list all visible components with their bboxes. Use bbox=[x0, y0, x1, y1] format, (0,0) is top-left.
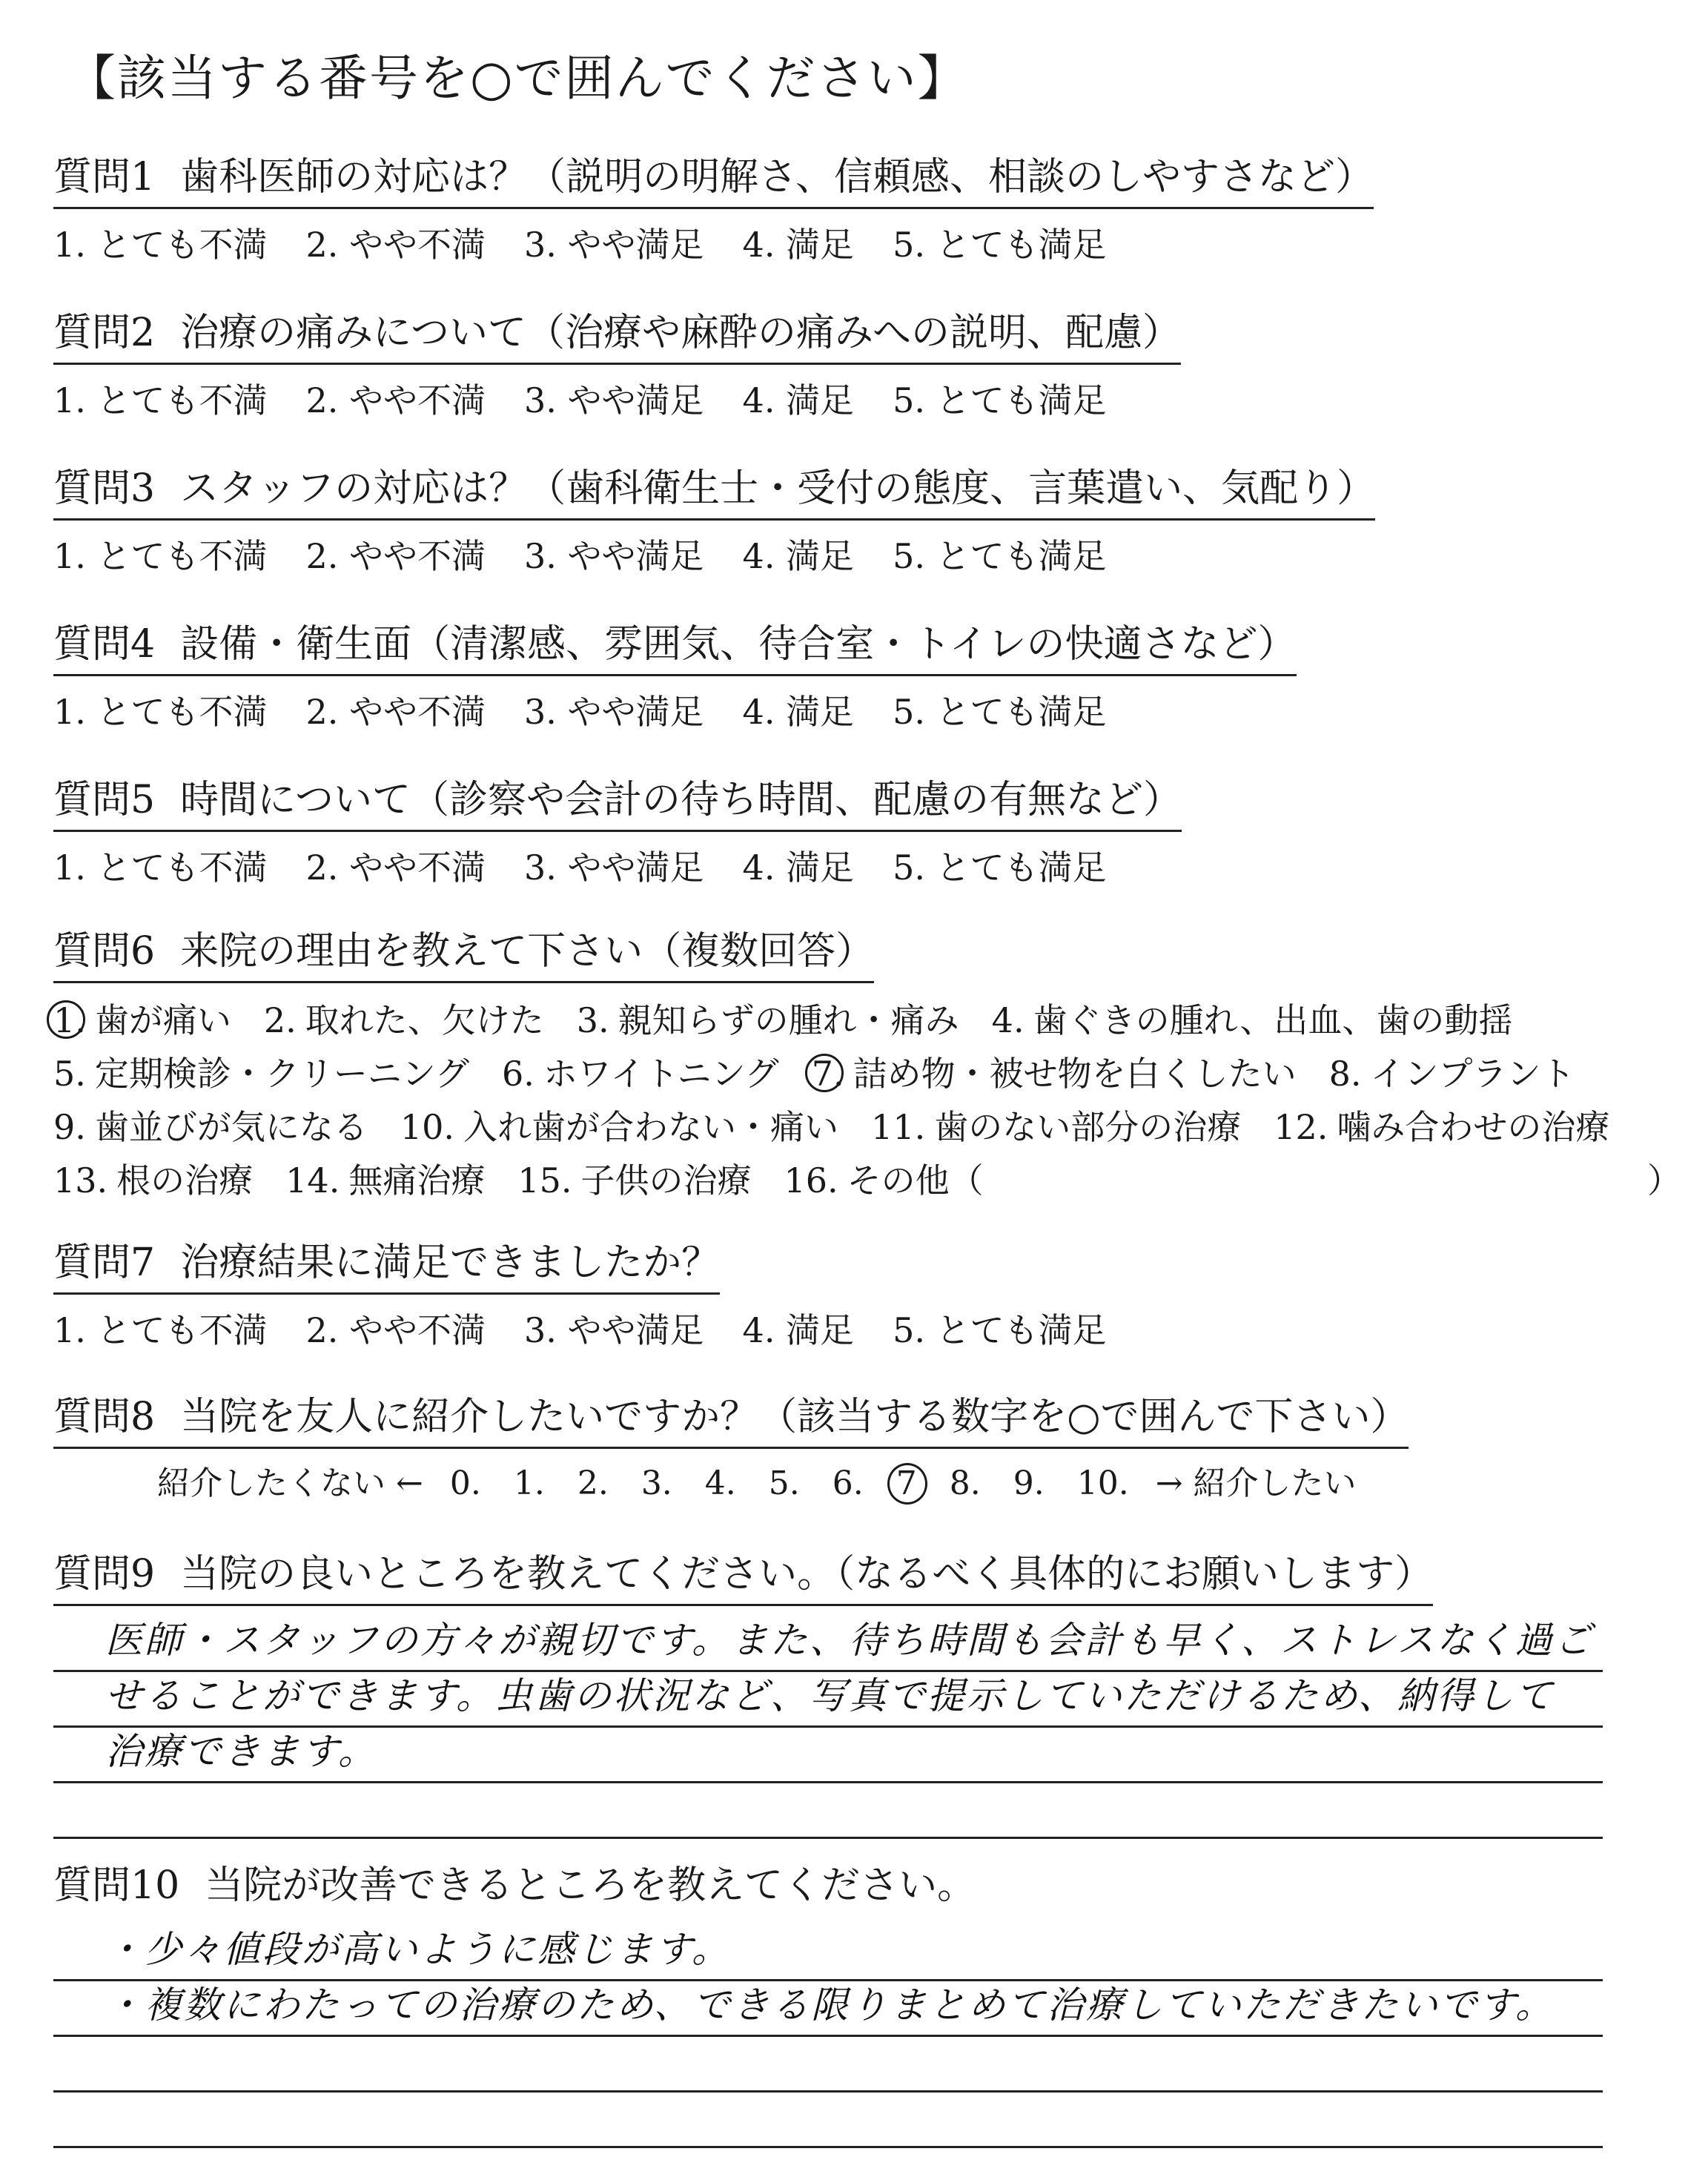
rating-options bbox=[53, 529, 1375, 578]
question-text: 来院の理由を教えて下さい（複数回答） bbox=[180, 929, 875, 974]
answer-area bbox=[53, 1926, 1603, 2148]
option-number: 10. bbox=[400, 1107, 455, 1147]
rating-option: 2. やや不満 bbox=[305, 1310, 486, 1350]
question-number: 質問3 bbox=[53, 466, 156, 511]
option-number: 5. bbox=[53, 1054, 86, 1094]
rating-option: 3. やや満足 bbox=[524, 225, 704, 265]
scale-value: 2. bbox=[577, 1464, 609, 1502]
option-label: 噛み合わせの治療 bbox=[1337, 1107, 1610, 1147]
rating-option: 3. やや満足 bbox=[524, 848, 704, 888]
option-label: 入れ歯が合わない・痛い bbox=[463, 1107, 839, 1147]
reason-option bbox=[264, 994, 544, 1043]
question-number: 質問9 bbox=[53, 1552, 156, 1596]
rating-option: 4. 満足 bbox=[742, 692, 855, 732]
option-number: 11. bbox=[871, 1107, 926, 1147]
rating-option: 3. やや満足 bbox=[524, 380, 704, 420]
reason-option bbox=[1274, 1100, 1609, 1149]
question-text: 設備・衛生面（清潔感、雰囲気、待合室・トイレの快適さなど） bbox=[180, 622, 1297, 667]
rating-option: 2. やや不満 bbox=[305, 692, 486, 732]
handwritten-answer: ・複数にわたっての治療のため、できる限りまとめて治療していただきたいです。 bbox=[105, 1984, 1555, 2027]
question-number: 質問2 bbox=[53, 311, 156, 355]
reason-option bbox=[502, 1047, 779, 1096]
option-number: 2. bbox=[263, 1000, 297, 1040]
question-number: 質問4 bbox=[53, 622, 156, 667]
rating-option: 2. やや不満 bbox=[305, 536, 486, 576]
option-number: 7. bbox=[811, 1054, 844, 1094]
option-number: 12. bbox=[1274, 1107, 1328, 1147]
question-text: スタッフの対応は？（歯科衛生士・受付の態度、言葉遣い、気配り） bbox=[180, 466, 1376, 511]
rating-option: 5. とても満足 bbox=[893, 1310, 1107, 1350]
question-text: 当院の良いところを教えてください。（なるべく具体的にお願いします） bbox=[180, 1552, 1434, 1596]
option-number: 6. bbox=[501, 1054, 534, 1094]
rating-option: 4. 満足 bbox=[742, 848, 855, 888]
option-label: 親知らずの腫れ・痛み bbox=[618, 1000, 959, 1040]
option-label: 子供の治療 bbox=[580, 1160, 752, 1200]
reason-row bbox=[53, 1047, 1642, 1100]
reason-option bbox=[992, 994, 1513, 1043]
scale-value: 10. bbox=[1076, 1464, 1129, 1502]
scale-value: 8. bbox=[949, 1464, 981, 1502]
scale-value: 3. bbox=[640, 1464, 672, 1502]
question-text: 治療の痛みについて（治療や麻酔の痛みへの説明、配慮） bbox=[180, 311, 1182, 355]
handwritten-answer: せることができます。虫歯の状況など、写真で提示していただけるため、納得して bbox=[105, 1674, 1555, 1717]
rating-option: 4. 満足 bbox=[742, 536, 855, 576]
reason-option bbox=[285, 1154, 485, 1203]
reason-row bbox=[53, 1154, 1681, 1207]
question-title bbox=[53, 1854, 976, 1915]
option-label: 歯のない部分の治療 bbox=[934, 1107, 1242, 1147]
question-number: 質問5 bbox=[53, 778, 156, 822]
option-number: 3. bbox=[576, 1000, 609, 1040]
handwritten-answer: ・少々値段が高いように感じます。 bbox=[105, 1928, 731, 1971]
reason-option bbox=[517, 1154, 751, 1203]
answer-line bbox=[53, 1926, 1603, 1981]
scale-value: 5. bbox=[768, 1464, 800, 1502]
scale-value: 1. bbox=[513, 1464, 545, 1502]
question-title bbox=[53, 768, 1182, 832]
reason-option bbox=[53, 1154, 253, 1203]
rating-options bbox=[53, 1304, 1145, 1353]
rating-option: 1. とても不満 bbox=[53, 692, 268, 732]
reason-options bbox=[53, 994, 1681, 1207]
option-number: 9. bbox=[53, 1107, 86, 1147]
reason-option bbox=[1329, 1047, 1575, 1096]
question-7 bbox=[53, 1231, 1145, 1353]
rating-option: 3. やや満足 bbox=[524, 536, 704, 576]
question-6 bbox=[53, 919, 1681, 1207]
question-number: 質問7 bbox=[53, 1241, 156, 1285]
scale-value: 0. bbox=[449, 1464, 481, 1502]
reason-option bbox=[53, 1047, 469, 1096]
question-text: 当院を友人に紹介したいですか？（該当する数字を○で囲んで下さい） bbox=[180, 1395, 1409, 1439]
rating-option: 3. やや満足 bbox=[524, 692, 704, 732]
answer-line bbox=[53, 2093, 1603, 2148]
question-title bbox=[53, 1542, 1433, 1606]
scale-value: 7 bbox=[896, 1464, 917, 1502]
question-title bbox=[53, 301, 1181, 365]
rating-option: 1. とても不満 bbox=[53, 380, 268, 420]
option-label: 根の治療 bbox=[116, 1160, 254, 1200]
option-label: インプラント bbox=[1370, 1054, 1575, 1094]
option-label: ホワイトニング bbox=[543, 1054, 779, 1094]
option-label: 定期検診・クリーニング bbox=[94, 1054, 469, 1094]
handwritten-answer: 治療できます。 bbox=[105, 1730, 377, 1773]
answer-line bbox=[53, 1981, 1603, 2037]
question-title bbox=[53, 612, 1297, 676]
option-label: 歯並びが気になる bbox=[94, 1107, 368, 1147]
rating-option: 3. やや満足 bbox=[524, 1310, 704, 1350]
question-8 bbox=[53, 1385, 1409, 1504]
reason-option bbox=[812, 1047, 1297, 1096]
option-number: 14. bbox=[285, 1160, 340, 1200]
reason-row bbox=[53, 1100, 1642, 1154]
reason-row bbox=[53, 994, 1642, 1047]
rating-option: 4. 満足 bbox=[742, 1310, 855, 1350]
rating-option: 4. 満足 bbox=[742, 380, 855, 420]
option-number: 8. bbox=[1328, 1054, 1362, 1094]
rating-option: 4. 満足 bbox=[742, 225, 855, 265]
question-4 bbox=[53, 612, 1297, 734]
rating-option: 5. とても満足 bbox=[893, 848, 1107, 888]
question-5 bbox=[53, 768, 1182, 890]
rating-options bbox=[53, 685, 1297, 734]
rating-option: 5. とても満足 bbox=[893, 536, 1107, 576]
option-number: 4. bbox=[991, 1000, 1025, 1040]
question-title bbox=[53, 1231, 720, 1295]
scale-right-label: → 紹介したい bbox=[1155, 1464, 1357, 1502]
question-title bbox=[53, 145, 1374, 209]
handwritten-answer: 医師・スタッフの方々が親切です。また、待ち時間も会計も早く、ストレスなく過ご bbox=[105, 1619, 1594, 1662]
question-title bbox=[53, 1385, 1409, 1449]
question-9 bbox=[53, 1542, 1603, 1839]
rating-option: 2. やや不満 bbox=[305, 225, 486, 265]
rating-option: 1. とても不満 bbox=[53, 536, 268, 576]
reason-option bbox=[577, 994, 959, 1043]
recommend-scale bbox=[157, 1456, 1409, 1504]
scale-left-label: 紹介したくない ← bbox=[157, 1464, 423, 1502]
rating-option: 2. やや不満 bbox=[305, 848, 486, 888]
answer-line bbox=[53, 1783, 1603, 1839]
reason-option bbox=[53, 1100, 368, 1149]
other-close-paren: ） bbox=[1647, 1160, 1681, 1200]
option-number: 16. bbox=[784, 1160, 838, 1200]
rating-options bbox=[53, 374, 1181, 423]
question-title bbox=[53, 457, 1375, 521]
answer-line bbox=[53, 1616, 1603, 1672]
option-number: 15. bbox=[517, 1160, 572, 1200]
scale-value: 4. bbox=[704, 1464, 736, 1502]
question-text: 当院が改善できるところを教えてください。 bbox=[205, 1863, 976, 1908]
reason-option bbox=[53, 994, 231, 1043]
option-number: 1. bbox=[53, 1000, 86, 1040]
reason-option bbox=[784, 1154, 983, 1203]
option-label: 取れた、欠けた bbox=[305, 1000, 544, 1040]
answer-line bbox=[53, 1672, 1603, 1728]
option-label: その他（ bbox=[847, 1160, 984, 1200]
question-number: 質問8 bbox=[53, 1395, 156, 1439]
question-text: 時間について（診察や会計の待ち時間、配慮の有無など） bbox=[180, 778, 1182, 822]
reason-option bbox=[871, 1100, 1241, 1149]
rating-option: 1. とても不満 bbox=[53, 1310, 268, 1350]
question-number: 質問1 bbox=[53, 155, 156, 199]
question-number: 質問6 bbox=[53, 929, 156, 974]
question-title bbox=[53, 919, 874, 983]
option-label: 歯が痛い bbox=[94, 1000, 231, 1040]
question-10 bbox=[53, 1854, 1603, 2148]
option-label: 無痛治療 bbox=[348, 1160, 486, 1200]
option-number: 13. bbox=[53, 1160, 108, 1200]
rating-options bbox=[53, 841, 1182, 890]
question-2 bbox=[53, 301, 1181, 423]
rating-option: 5. とても満足 bbox=[893, 692, 1107, 732]
question-text: 治療結果に満足できましたか？ bbox=[180, 1241, 721, 1285]
option-label: 詰め物・被せ物を白くしたい bbox=[853, 1054, 1297, 1094]
rating-option: 1. とても不満 bbox=[53, 225, 268, 265]
reason-option bbox=[400, 1100, 838, 1149]
question-number: 質問10 bbox=[53, 1863, 180, 1908]
question-text: 歯科医師の対応は？（説明の明解さ、信頼感、相談のしやすさなど） bbox=[180, 155, 1374, 199]
scale-value: 6. bbox=[832, 1464, 864, 1502]
question-3 bbox=[53, 457, 1375, 578]
answer-area bbox=[53, 1616, 1603, 1839]
scale-value: 9. bbox=[1013, 1464, 1045, 1502]
rating-option: 2. やや不満 bbox=[305, 380, 486, 420]
rating-option: 5. とても満足 bbox=[893, 225, 1107, 265]
rating-option: 5. とても満足 bbox=[893, 380, 1107, 420]
page-title: 【該当する番号を○で囲んでください】 bbox=[67, 50, 968, 107]
rating-option: 1. とても不満 bbox=[53, 848, 268, 888]
rating-options bbox=[53, 218, 1374, 267]
answer-line bbox=[53, 1728, 1603, 1783]
answer-line bbox=[53, 2037, 1603, 2093]
question-1 bbox=[53, 145, 1374, 267]
option-label: 歯ぐきの腫れ、出血、歯の動揺 bbox=[1033, 1000, 1513, 1040]
